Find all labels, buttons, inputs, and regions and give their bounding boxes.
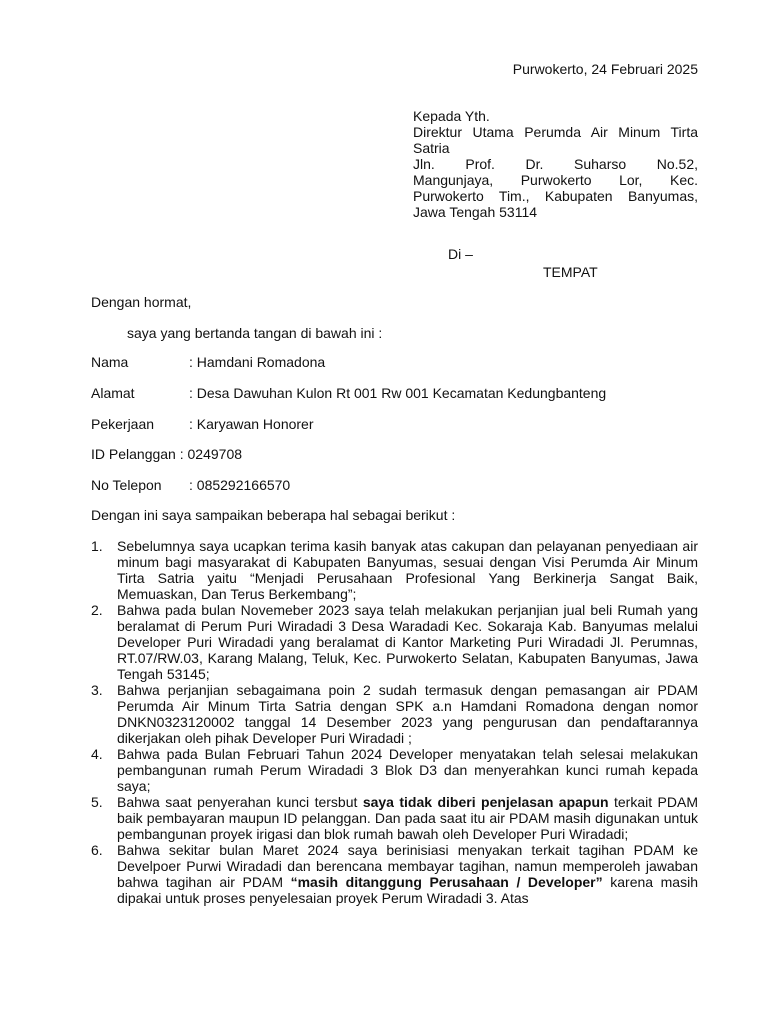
list-text-bold: “masih ditanggung Perusahaan / Developer” xyxy=(290,874,603,890)
field-value: : Karyawan Honorer xyxy=(189,416,314,432)
field-value: : 085292166570 xyxy=(189,477,291,493)
field-value: : Hamdani Romadona xyxy=(189,354,326,370)
list-text-part: terkait PDAM baik pembayaran maupun ID pelanggan. Dan pada saat itu air PDAM masih digunakan untuk pembangunan proyek irigasi dan blok rumah bawah oleh Developer Puri Wiradadi; xyxy=(117,794,698,842)
field-label: Pekerjaan xyxy=(91,416,155,432)
list-number: 2. xyxy=(91,602,103,618)
list-item xyxy=(91,538,698,602)
list-text: Bahwa pada Bulan Februari Tahun 2024 Developer menyatakan telah selesai melakukan pembangunan rumah Perum Wiradadi 3 Blok D3 dan menyerahkan kunci rumah kepada saya; xyxy=(117,746,698,794)
field-pekerjaan xyxy=(91,416,314,432)
list-text-part: karena masih dipakai untuk proses penyelesaian proyek Perum Wiradadi 3. Atas xyxy=(117,874,698,906)
recipient-address-line: Jln. Prof. Dr. Suharso No.52, xyxy=(413,156,698,172)
list-text-part: Bahwa saat penyerahan kunci tersbut xyxy=(117,794,363,810)
recipient-address-line: Jawa Tengah 53114 xyxy=(413,204,538,220)
list-text xyxy=(117,842,698,906)
list-number: 4. xyxy=(91,746,103,762)
recipient-salutation: Kepada Yth. xyxy=(413,108,490,124)
numbered-list xyxy=(91,538,698,906)
field-label: Alamat xyxy=(91,385,135,401)
field-telepon xyxy=(91,477,290,493)
field-alamat xyxy=(91,385,606,401)
tempat-label: TEMPAT xyxy=(543,264,598,280)
recipient-address-line: Mangunjaya, Purwokerto Lor, Kec. xyxy=(413,172,698,188)
di-label: Di – xyxy=(448,246,473,262)
list-text: Bahwa pada bulan Novemeber 2023 saya telah melakukan perjanjian jual beli Rumah yang beralamat di Perum Puri Wiradadi 3 Desa Waradadi Kec. Sokaraja Kab. Banyumas melalui Developer Puri Wiradadi yang beralamat di Kantor Marketing Puri Wiradadi Jl. Perumnas, RT.07/RW.03, Karang Malang, Teluk, Kec. Purwokerto Selatan, Kabupaten Banyumas, Jawa Tengah 53145; xyxy=(117,602,698,682)
list-text-part: Bahwa sekitar bulan Maret 2024 saya berinisiasi menyakan terkait tagihan PDAM ke Develpoer Purwi Wiradadi dan berencana membayar tagihan, namun memperoleh jawaban bahwa tagihan air PDAM xyxy=(117,842,698,890)
recipient-name-line: Satria xyxy=(413,140,450,156)
list-item xyxy=(91,602,698,682)
field-label: No Telepon xyxy=(91,477,162,493)
list-item xyxy=(91,746,698,794)
recipient-block xyxy=(413,108,698,220)
lead-text: Dengan ini saya sampaikan beberapa hal sebagai berikut : xyxy=(91,507,456,523)
list-text xyxy=(117,794,698,842)
field-value: : Desa Dawuhan Kulon Rt 001 Rw 001 Kecamatan Kedungbanteng xyxy=(189,385,607,401)
field-label: ID Pelanggan xyxy=(91,446,176,462)
list-item xyxy=(91,794,698,842)
list-number: 3. xyxy=(91,682,103,698)
list-number: 6. xyxy=(91,842,103,858)
field-label: Nama xyxy=(91,354,129,370)
recipient-address-line: Purwokerto Tim., Kabupaten Banyumas, xyxy=(413,188,698,204)
greeting: Dengan hormat, xyxy=(91,294,192,310)
date-line: Purwokerto, 24 Februari 2025 xyxy=(512,61,698,77)
list-item xyxy=(91,682,698,746)
list-item xyxy=(91,842,698,906)
list-text-bold: saya tidak diberi penjelasan apapun xyxy=(362,794,609,810)
recipient-name-line: Direktur Utama Perumda Air Minum Tirta xyxy=(413,124,698,140)
list-text: Bahwa perjanjian sebagaimana poin 2 sudah termasuk dengan pemasangan air PDAM Perumda Air Minum Tirta Satria dengan SPK a.n Hamdani Romadona dengan nomor DNKN0323120002 tanggal 14 Desember 2023 yang pengurusan dan pendaftarannya dikerjakan oleh pihak Developer Puri Wiradadi ; xyxy=(117,682,698,746)
list-number: 5. xyxy=(91,794,103,810)
list-text: Sebelumnya saya ucapkan terima kasih banyak atas cakupan dan pelayanan penyediaan air minum bagi masyarakat di Kabupaten Banyumas, sesuai dengan Visi Perumda Air Minum Tirta Satria yaitu “Menjadi Perusahaan Profesional Yang Berkinerja Sangat Baik, Memuaskan, Dan Terus Berkembang”; xyxy=(117,538,698,602)
field-nama xyxy=(91,354,325,370)
field-value: : 0249708 xyxy=(179,446,243,462)
list-number: 1. xyxy=(91,538,103,554)
intro-text: saya yang bertanda tangan di bawah ini : xyxy=(127,325,383,341)
field-id-pelanggan xyxy=(91,446,242,462)
